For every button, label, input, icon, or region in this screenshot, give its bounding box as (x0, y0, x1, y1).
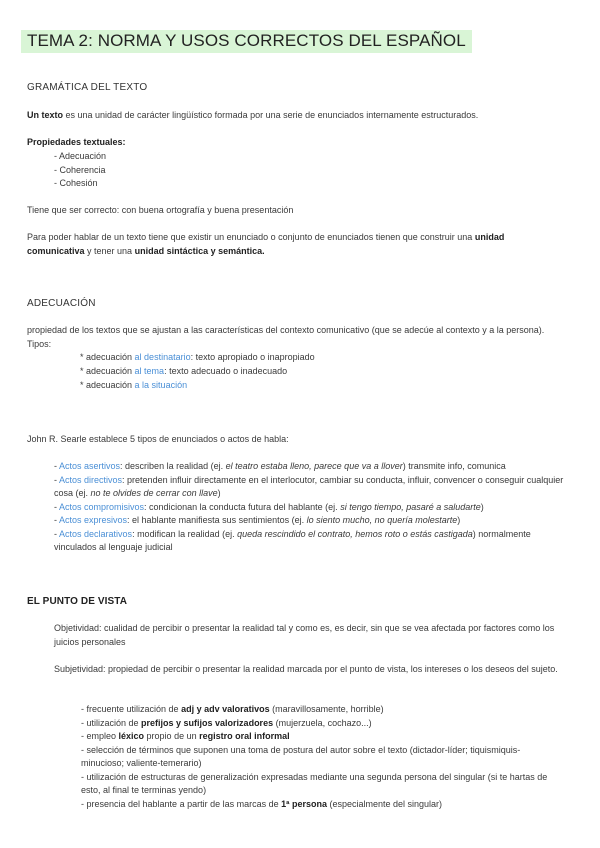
propiedad-item: - Cohesión (54, 178, 98, 188)
acto-after: ) (217, 488, 221, 498)
rasgo-text: (especialmente del singular) (326, 798, 443, 809)
acto-desc: : modifican la realidad (ej. (132, 528, 238, 539)
rasgo-item (81, 717, 559, 731)
propiedad-item: - Adecuación (54, 151, 107, 161)
acto-after: ) normalmente vinculados al lenguaje judicial (54, 528, 531, 552)
acto-desc: : pretenden influir directamente en el interlocutor, cambiar su conducta, influir, convencer o conseguir cualquier cosa (ej. (54, 474, 564, 498)
tipo-prefix: * adecuación (80, 366, 135, 376)
rasgo-text: - utilización de estructuras de generalización expresadas mediante una segunda persona del singular (si te hartas de esto, al final te terminas yendo) (81, 771, 548, 795)
rasgo-bold: léxico (118, 731, 145, 741)
propiedades-heading: Propiedades textuales: (27, 137, 126, 147)
acto-item: - Actos compromisivos: condicionan la conducta futura del hablante (ej. si tengo tiempo, pasaré a saludarte) (54, 501, 484, 512)
acto-term: Actos expresivos (59, 515, 128, 525)
tipo-prefix: * adecuación (80, 380, 135, 390)
rasgo-item (81, 703, 559, 717)
acto-after: ) (457, 515, 461, 525)
section-heading-gramatica: GRAMÁTICA DEL TEXTO (27, 82, 148, 93)
acto-desc: : condicionan la conducta futura del hablante (ej. (144, 501, 341, 512)
texto-definition-text: es una unidad de carácter lingüístico formada por una serie de enunciados internamente estructurados. (63, 110, 479, 120)
searle-list (54, 460, 564, 555)
objetividad-paragraph: Objetividad: cualidad de percibir o presentar la realidad tal y como es, es decir, sin que se vea afectada por factores como los juicios personales (54, 623, 555, 647)
acto-item: - Actos declarativos: modifican la realidad (ej. queda rescindido el contrato, hemos roto o estás castigada) normalmente vinculados al lenguaje judicial (54, 528, 531, 552)
rasgo-text: - presencia del hablante a partir de las marcas de (81, 798, 282, 809)
adecuacion-definition: propiedad de los textos que se ajustan a las características del contexto comunicativo (que se adecúe al contexto y a la persona). Tipos: (27, 325, 545, 349)
rasgo-item (81, 771, 559, 798)
page-title: TEMA 2: NORMA Y USOS CORRECTOS DEL ESPAÑOL (21, 30, 472, 53)
rasgo-text: - frecuente utilización de (81, 704, 182, 714)
unidad-text-a: Para poder hablar de un texto tiene que existir un enunciado o conjunto de enunciados tienen que construir una (27, 232, 475, 242)
acto-example: el teatro estaba lleno, parece que va a llover (225, 461, 403, 471)
rasgo-bold: prefijos y sufijos valorizadores (141, 717, 274, 728)
searle-intro: John R. Searle establece 5 tipos de enunciados o actos de habla: (27, 434, 289, 444)
acto-example: queda rescindido el contrato, hemos roto o estás castigada (237, 528, 473, 539)
rasgo-text: (mujerzuela, cochazo...) (273, 717, 372, 728)
acto-after: ) transmite info, comunica (402, 461, 506, 471)
texto-definition (27, 109, 478, 123)
tipo-term: al tema (134, 366, 165, 376)
unidad-sintactica: unidad sintáctica y semántica. (134, 245, 265, 256)
adecuacion-tipo (80, 351, 315, 365)
rasgo-text: propio de un (144, 731, 200, 741)
acto-example: lo siento mucho, no quería molestarte (306, 515, 458, 525)
tipo-desc: : texto apropiado o inapropiado (190, 352, 315, 362)
tipo-prefix: * adecuación (80, 352, 135, 362)
adecuacion-tipo (80, 379, 187, 393)
acto-item: - Actos asertivos: describen la realidad (ej. el teatro estaba lleno, parece que va a llover) transmite info, comunica (54, 461, 506, 471)
rasgos-list (81, 703, 559, 811)
acto-desc: : el hablante manifiesta sus sentimientos (ej. (127, 515, 307, 525)
rasgo-item (81, 798, 559, 812)
section-heading-adecuacion: ADECUACIÓN (27, 298, 96, 309)
acto-after: ) (480, 501, 484, 512)
acto-term: Actos declarativos (59, 528, 133, 539)
tipo-term: a la situación (134, 380, 188, 390)
acto-item: - Actos expresivos: el hablante manifiesta sus sentimientos (ej. lo siento mucho, no quería molestarte) (54, 515, 461, 525)
rasgo-bold: 1ª persona (281, 798, 327, 809)
section-heading-punto-vista: EL PUNTO DE VISTA (27, 596, 128, 607)
rasgo-bold: adj y adv valorativos (181, 704, 270, 714)
acto-term: Actos compromisivos (59, 501, 145, 512)
unidad-text-c: y tener una (84, 245, 135, 256)
texto-term: Un texto (27, 110, 63, 120)
acto-example: no te olvides de cerrar con llave (90, 488, 218, 498)
rasgo-text: - utilización de (81, 717, 142, 728)
rasgo-text: (maravillosamente, horrible) (269, 704, 384, 714)
rasgo-item (81, 744, 559, 771)
rasgo-text: - selección de términos que suponen una toma de postura del autor sobre el texto (dictador-líder; tiquismiquis-minucioso; valiente-temerario) (81, 744, 521, 768)
acto-term: Actos directivos (59, 474, 123, 485)
unidad-comunicativa: unidad comunicativa (27, 232, 505, 256)
rasgo-bold: registro oral informal (199, 731, 290, 741)
acto-term: Actos asertivos (59, 461, 121, 471)
tipo-desc: : texto adecuado o inadecuado (164, 366, 288, 376)
acto-item: - Actos directivos: pretenden influir directamente en el interlocutor, cambiar su conducta, influir, convencer o conseguir cualquier cosa (ej. no te olvides de cerrar con llave) (54, 474, 564, 498)
rasgo-text: - empleo (81, 731, 119, 741)
rasgo-item (81, 730, 559, 744)
propiedad-item: - Coherencia (54, 165, 106, 175)
subjetividad-paragraph: Subjetividad: propiedad de percibir o presentar la realidad marcada por el punto de vista, los intereses o los deseos del sujeto. (54, 664, 558, 674)
acto-desc: : describen la realidad (ej. (120, 461, 226, 471)
tipo-term: al destinatario (134, 352, 191, 362)
unidad-paragraph (27, 231, 557, 258)
acto-example: si tengo tiempo, pasaré a saludarte (340, 501, 481, 512)
correcto-line: Tiene que ser correcto: con buena ortografía y buena presentación (27, 205, 294, 215)
adecuacion-tipo (80, 365, 287, 379)
